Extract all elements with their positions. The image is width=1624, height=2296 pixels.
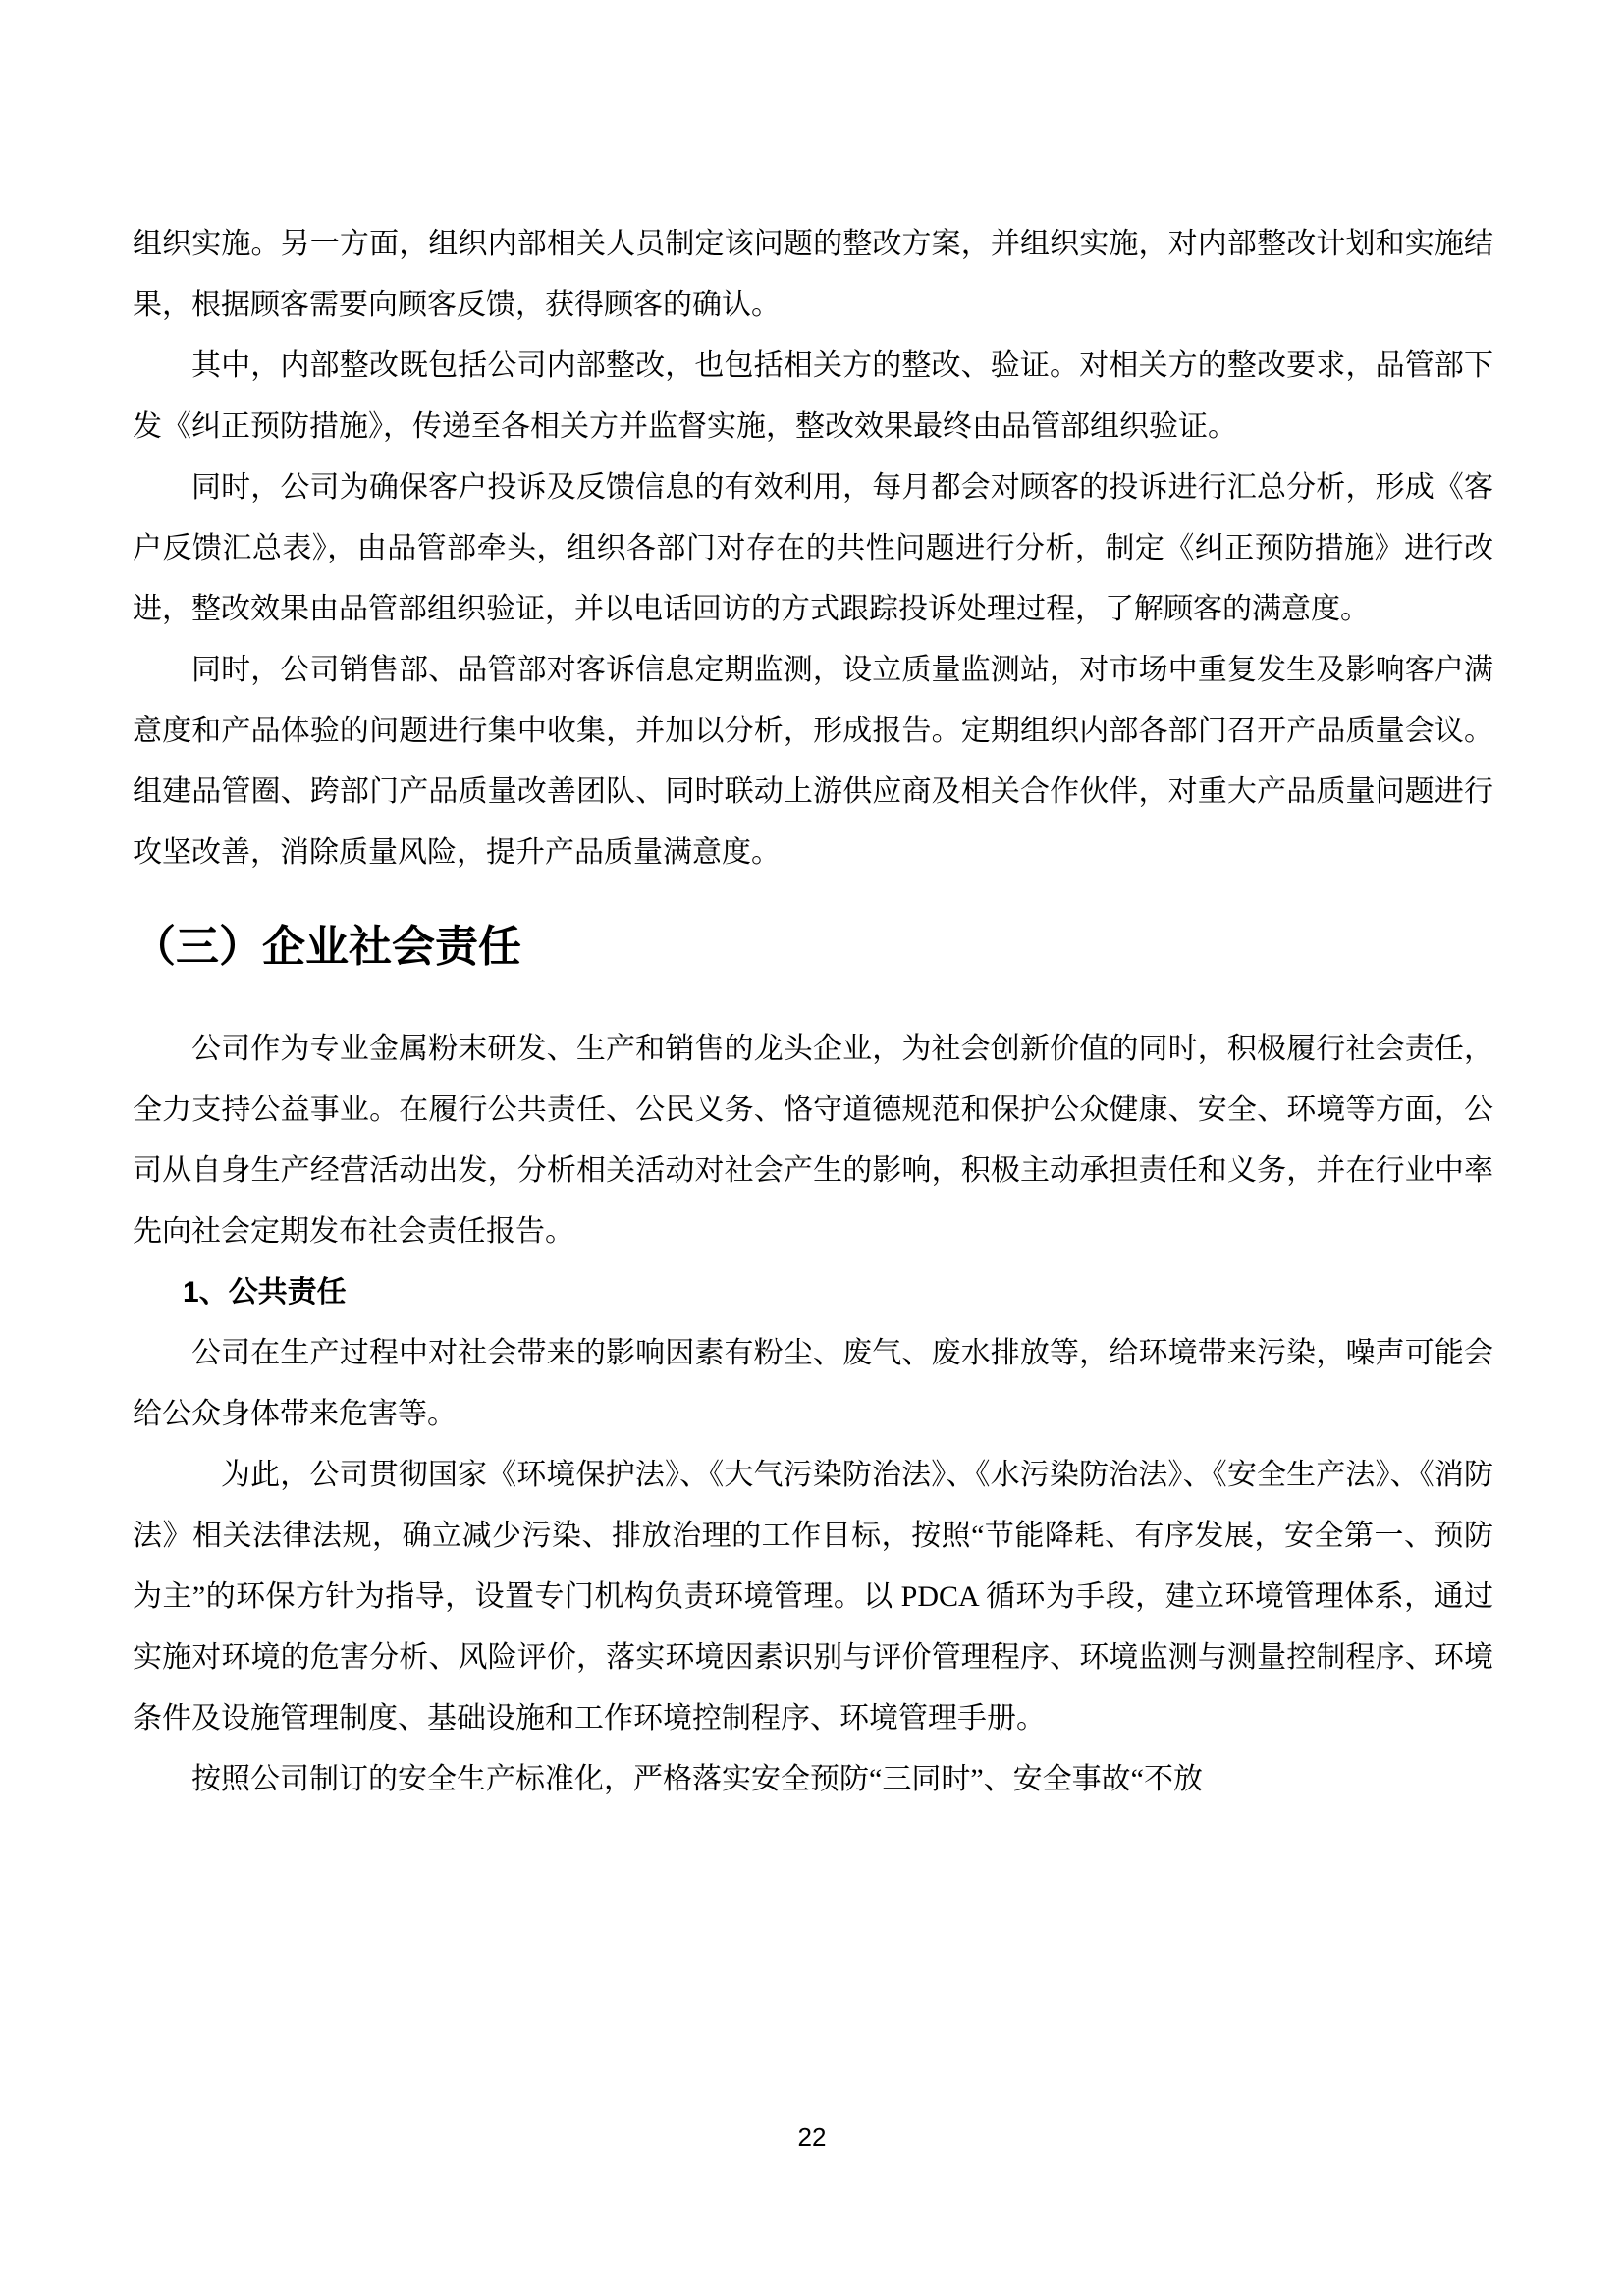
document-body xyxy=(133,214,1493,1810)
page-number: 22 xyxy=(797,2122,827,2152)
paragraph: 公司作为专业金属粉末研发、生产和销售的龙头企业，为社会创新价值的同时，积极履行社会责任，全力支持公益事业。在履行公共责任、公民义务、恪守道德规范和保护公众健康、安全、环境等方面，公司从自身生产经营活动出发，分析相关活动对社会产生的影响，积极主动承担责任和义务，并在行业中率先向社会定期发布社会责任报告。 xyxy=(133,1033,1493,1248)
paragraph: 公司在生产过程中对社会带来的影响因素有粉尘、废气、废水排放等，给环境带来污染，噪声可能会给公众身体带来危害等。 xyxy=(133,1337,1493,1430)
paragraph: 其中，内部整改既包括公司内部整改，也包括相关方的整改、验证。对相关方的整改要求，品管部下发《纠正预防措施》，传递至各相关方并监督实施，整改效果最终由品管部组织验证。 xyxy=(133,349,1493,443)
paragraph: 同时，公司销售部、品管部对客诉信息定期监测，设立质量监测站，对市场中重复发生及影响客户满意度和产品体验的问题进行集中收集，并加以分析，形成报告。定期组织内部各部门召开产品质量会议。组建品管圈、跨部门产品质量改善团队、同时联动上游供应商及相关合作伙伴，对重大产品质量问题进行攻坚改善，消除质量风险，提升产品质量满意度。 xyxy=(133,654,1493,869)
paragraph: 组织实施。另一方面，组织内部相关人员制定该问题的整改方案，并组织实施，对内部整改计划和实施结果，根据顾客需要向顾客反馈，获得顾客的确认。 xyxy=(133,228,1493,321)
paragraph: 按照公司制订的安全生产标准化，严格落实安全预防“三同时”、安全事故“不放 xyxy=(191,1763,1203,1795)
paragraph: 为此，公司贯彻国家《环境保护法》、《大气污染防治法》、《水污染防治法》、《安全生产法》、《消防法》相关法律法规，确立减少污染、排放治理的工作目标，按照“节能降耗、有序发展，安全第一、预防为主”的环保方针为指导，设置专门机构负责环境管理。以 PDCA 循环为手段，建立环境管理体系，通过实施对环境的危害分析、风险评价，落实环境因素识别与评价管理程序、环境监测与测量控制程序、环境条件及设施管理制度、基础设施和工作环境控制程序、环境管理手册。 xyxy=(133,1459,1493,1735)
subsection-heading: 1、公共责任 xyxy=(183,1276,347,1308)
section-heading: （三）企业社会责任 xyxy=(133,923,521,971)
paragraph: 同时，公司为确保客户投诉及反馈信息的有效利用，每月都会对顾客的投诉进行汇总分析，形成《客户反馈汇总表》，由品管部牵头，组织各部门对存在的共性问题进行分析，制定《纠正预防措施》进行改进，整改效果由品管部组织验证，并以电话回访的方式跟踪投诉处理过程，了解顾客的满意度。 xyxy=(133,471,1493,625)
